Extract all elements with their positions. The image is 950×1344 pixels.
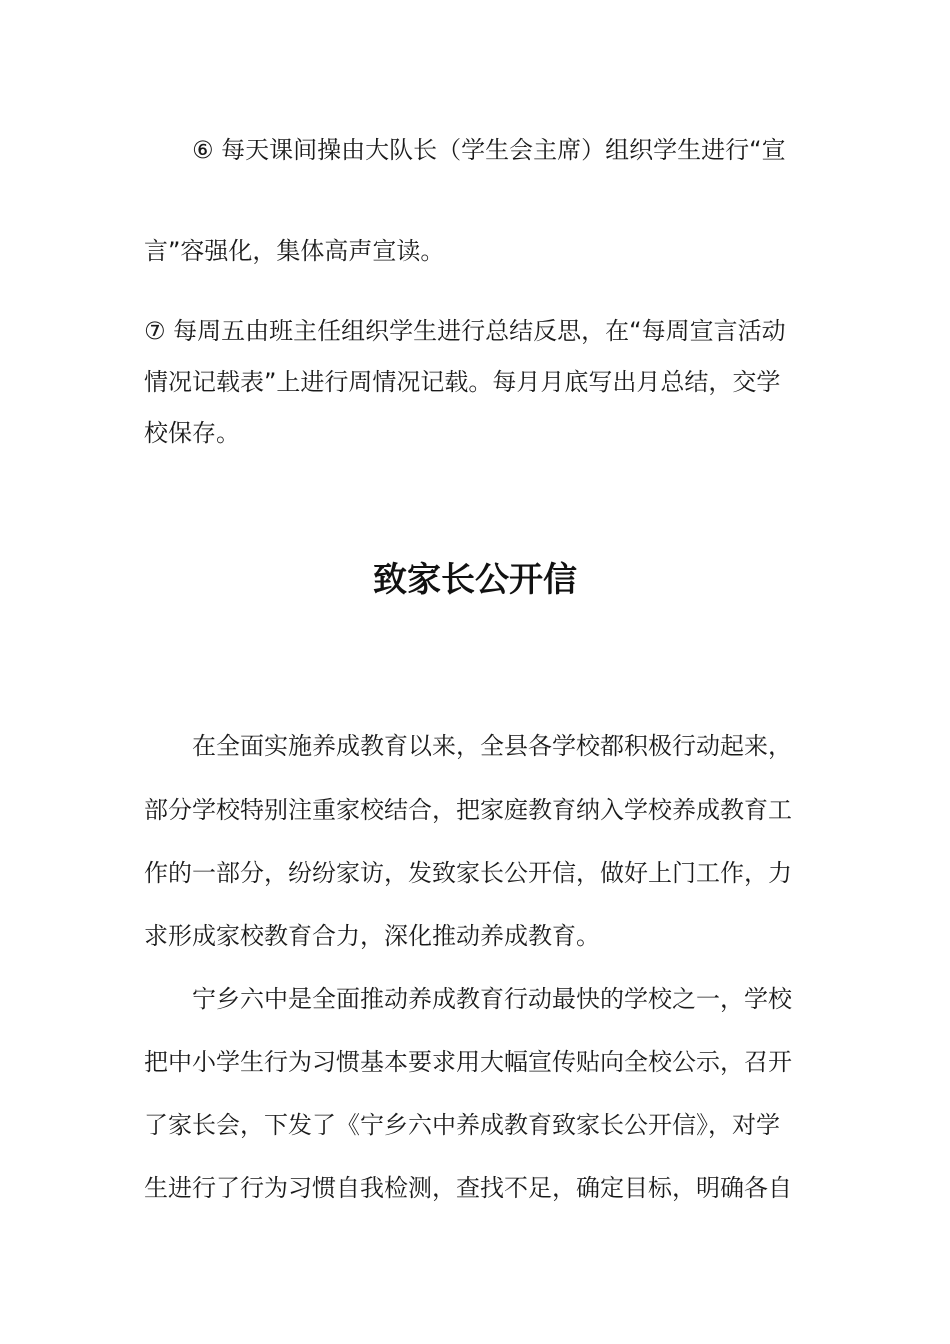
item6-line1: ⑥ 每天课间操由大队长（学生会主席）组织学生进行“宣 [192,136,786,164]
item7-line1: ⑦ 每周五由班主任组织学生进行总结反思，在“每周宣言活动 [144,317,786,345]
item7-line2: 情况记载表”上进行周情况记载。每月月底写出月总结，交学 [144,368,781,396]
letter-title: 致家长公开信 [373,560,577,600]
para1-line2: 部分学校特别注重家校结合，把家庭教育纳入学校养成教育工 [144,796,792,824]
para1-line4: 求形成家校教育合力，深化推动养成教育。 [144,922,600,950]
item7-line3: 校保存。 [144,419,240,447]
item6-line2: 言”容强化，集体高声宣读。 [144,237,445,265]
para2-line1: 宁乡六中是全面推动养成教育行动最快的学校之一，学校 [192,985,792,1013]
para1-line3: 作的一部分，纷纷家访，发致家长公开信，做好上门工作，力 [144,859,792,887]
para1-line1: 在全面实施养成教育以来，全县各学校都积极行动起来， [192,732,792,760]
para2-line3: 了家长会，下发了《宁乡六中养成教育致家长公开信》，对学 [144,1111,780,1139]
para2-line2: 把中小学生行为习惯基本要求用大幅宣传贴向全校公示，召开 [144,1048,792,1076]
para2-line4: 生进行了行为习惯自我检测，查找不足，确定目标，明确各自 [144,1174,792,1202]
